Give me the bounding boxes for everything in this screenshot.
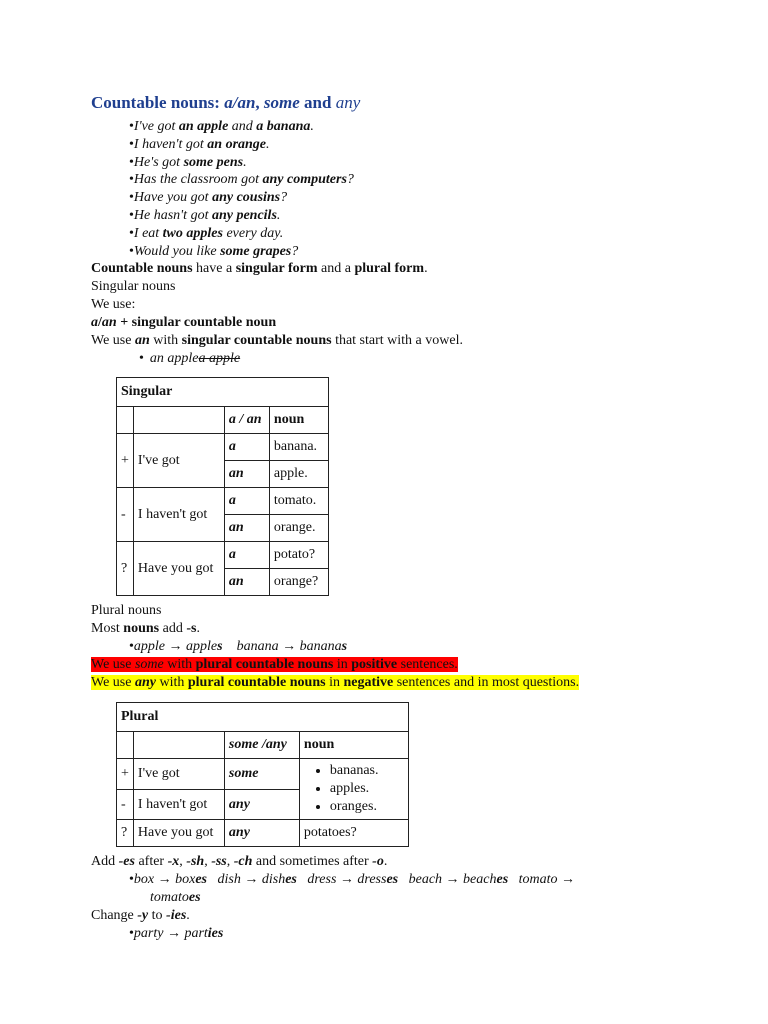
title-some: some bbox=[263, 93, 300, 112]
list-item: • Would you like some grapes? bbox=[129, 243, 691, 261]
add-es-rule: Add -es after -x, -sh, -ss, -ch and sometimes after -o. bbox=[91, 854, 388, 870]
sign-cell: - bbox=[117, 789, 134, 820]
table-caption: Plural bbox=[117, 703, 409, 732]
col-header: a / an bbox=[224, 407, 269, 434]
page-title bbox=[91, 92, 691, 114]
phrase-cell: I've got bbox=[133, 434, 224, 488]
phrase-cell: Have you got bbox=[133, 542, 224, 596]
list-item: • Have you got any cousins? bbox=[129, 189, 691, 207]
table-caption: Singular bbox=[117, 378, 329, 407]
list-item: • I haven't got an orange. bbox=[129, 136, 691, 154]
phrase-cell: I haven't got bbox=[133, 488, 224, 542]
rule-some-positive: We use some with plural countable nouns in positive sentences. bbox=[91, 657, 458, 673]
det-cell: some bbox=[224, 759, 299, 790]
noun-cell: orange. bbox=[269, 515, 328, 542]
change-y-rule: Change -y to -ies. bbox=[91, 908, 190, 924]
noun-cell: orange? bbox=[269, 569, 328, 596]
article-cell: a bbox=[224, 434, 269, 461]
list-item: • oranges. bbox=[330, 798, 404, 816]
most-nouns-rule: Most nouns add -s. bbox=[91, 621, 200, 637]
countable-definition: Countable nouns have a singular form and a plural form. bbox=[91, 261, 428, 277]
ies-example: •party → parties bbox=[129, 926, 224, 942]
plural-example: •apple → apples banana → bananas bbox=[129, 639, 348, 655]
plural-heading: Plural nouns bbox=[91, 603, 162, 619]
article-cell: an bbox=[224, 461, 269, 488]
article-cell: a bbox=[224, 488, 269, 515]
sign-cell: ? bbox=[117, 820, 134, 847]
article-cell: a bbox=[224, 542, 269, 569]
list-item: • I've got an apple and a banana. bbox=[129, 118, 691, 136]
list-item: • apples. bbox=[330, 780, 404, 798]
noun-cell: tomato. bbox=[269, 488, 328, 515]
list-item: • bananas. bbox=[330, 762, 404, 780]
title-text: Countable nouns: bbox=[91, 93, 225, 112]
sign-cell: ? bbox=[117, 542, 134, 596]
article-cell: an bbox=[224, 569, 269, 596]
list-item: • Has the classroom got any computers? bbox=[129, 171, 691, 189]
col-header: noun bbox=[269, 407, 328, 434]
es-examples-cont: tomatoes bbox=[150, 890, 201, 906]
we-use-label: We use: bbox=[91, 297, 136, 313]
title-comma: , bbox=[255, 93, 264, 112]
rule-a-an: a/an + singular countable noun bbox=[91, 315, 277, 331]
title-any: any bbox=[335, 93, 361, 112]
list-item: • I eat two apples every day. bbox=[129, 225, 691, 243]
phrase-cell: I've got bbox=[133, 759, 224, 790]
list-item: • He's got some pens. bbox=[129, 154, 691, 172]
col-header: some /any bbox=[224, 732, 299, 759]
sign-cell: - bbox=[117, 488, 134, 542]
rule-an-vowel: We use an with singular countable nouns that start with a vowel. bbox=[91, 333, 463, 349]
article-cell: an bbox=[224, 515, 269, 542]
example-an-apple: • an applea apple bbox=[139, 351, 241, 367]
phrase-cell: I haven't got bbox=[133, 789, 224, 820]
noun-list-cell bbox=[299, 759, 408, 820]
sign-cell: + bbox=[117, 759, 134, 790]
es-examples: •box → boxes dish → dishes dress → dresses beach → beaches tomato → bbox=[129, 872, 576, 888]
det-cell: any bbox=[224, 789, 299, 820]
phrase-cell: Have you got bbox=[133, 820, 224, 847]
col-header: noun bbox=[299, 732, 408, 759]
list-item: • He hasn't got any pencils. bbox=[129, 207, 691, 225]
document-page bbox=[91, 92, 691, 943]
plural-table bbox=[116, 702, 409, 847]
singular-heading: Singular nouns bbox=[91, 279, 176, 295]
rule-any-negative: We use any with plural countable nouns in negative sentences and in most questions. bbox=[91, 675, 580, 691]
noun-cell: banana. bbox=[269, 434, 328, 461]
noun-cell: potato? bbox=[269, 542, 328, 569]
det-cell: any bbox=[224, 820, 299, 847]
title-and: and bbox=[299, 93, 336, 112]
noun-cell: apple. bbox=[269, 461, 328, 488]
example-list bbox=[91, 118, 691, 260]
sign-cell: + bbox=[117, 434, 134, 488]
singular-table bbox=[116, 377, 329, 596]
noun-cell: potatoes? bbox=[299, 820, 408, 847]
title-aan: a/an bbox=[224, 93, 256, 112]
